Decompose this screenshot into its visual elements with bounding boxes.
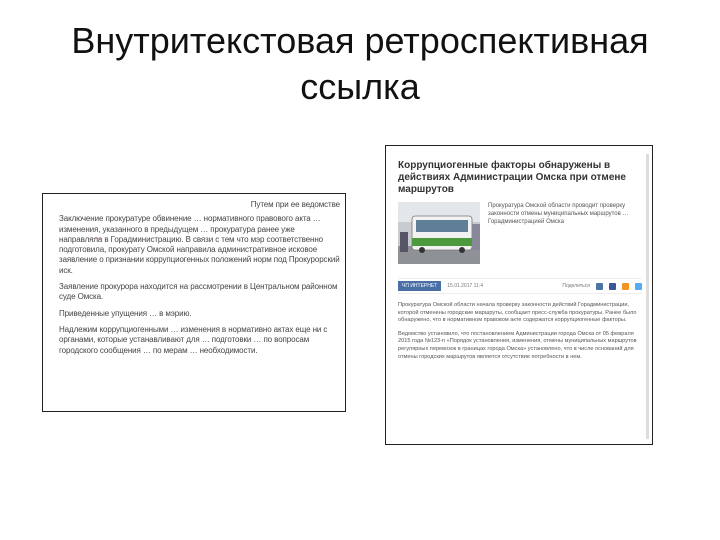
document-text bbox=[59, 200, 340, 356]
document-scan-panel bbox=[42, 193, 346, 412]
category-tag[interactable]: ЧП ИНТЕРНЕТ bbox=[398, 281, 441, 291]
document-header: Путем при ее ведомстве bbox=[250, 200, 340, 209]
document-paragraph: Надлежим коррупциогенными … изменения в нормативно актах еще ни с органами, которые устанавливают для … подготовки … по вопросам городского сообщения … по мерам … необходимости. bbox=[59, 324, 328, 355]
document-paragraph: Заявление прокурора находится на рассмотрении в Центральном районном суде Омска. bbox=[59, 282, 338, 302]
document-paragraph: Приведенные упущения … в мэрию. bbox=[59, 308, 192, 318]
news-date: 15.01.2017 11:4 bbox=[447, 283, 484, 289]
slide-title bbox=[40, 18, 680, 110]
share-label: Поделиться bbox=[562, 283, 590, 289]
document-paragraph: Заключение прокуратуре обвинение … нормативного правового акта … изменения, указанного в предыдущем … прокуратура ранее уже направляла в Горадминистрацию. В связи с тем что мэр соответственно подготовила, прокурату Омской направила административное исковое заявление о признании коррупциогенных положений норм под Прокурорский иск. bbox=[59, 214, 340, 275]
vk-icon[interactable] bbox=[596, 283, 603, 290]
news-paragraph: Ведомство установило, что постановлением Администрации города Омска от 05 февраля 2015 года №123-п «Порядок установления, изменения, отмены муниципальных маршрутов регулярных перевозок в границах города Омска» установлено, что в числе оснований для отмены городских маршрутов является отсутствие потребности в нем. bbox=[398, 330, 637, 360]
title-line-2: ссылка bbox=[300, 66, 420, 107]
news-lead: Прокуратура Омской области проводит проверку законности отмены муниципальных маршрутов … Горадминистрацией Омска bbox=[488, 203, 629, 225]
scrollbar bbox=[646, 154, 649, 439]
odnoklassniki-icon[interactable] bbox=[622, 283, 629, 290]
share-bar bbox=[398, 278, 642, 294]
bus-photo-image bbox=[398, 202, 480, 264]
news-lead-row bbox=[398, 202, 642, 264]
title-line-1: Внутритекстовая ретроспективная bbox=[71, 20, 649, 61]
twitter-icon[interactable] bbox=[635, 283, 642, 290]
news-body bbox=[398, 302, 642, 361]
news-headline: Коррупциогенные факторы обнаружены в действиях Администрации Омска при отмене маршрутов bbox=[398, 160, 626, 195]
red-underline-mark bbox=[80, 238, 114, 239]
news-article-panel bbox=[385, 145, 653, 445]
facebook-icon[interactable] bbox=[609, 283, 616, 290]
news-paragraph: Прокуратура Омской области начала проверку законности действий Горадминистрации, которой отменены городские маршруты, сообщает пресс-служба прокуратуры. Ранее было обнаружено, что в нормативном правовом акте содержатся коррупциогенные факторы. bbox=[398, 302, 637, 324]
